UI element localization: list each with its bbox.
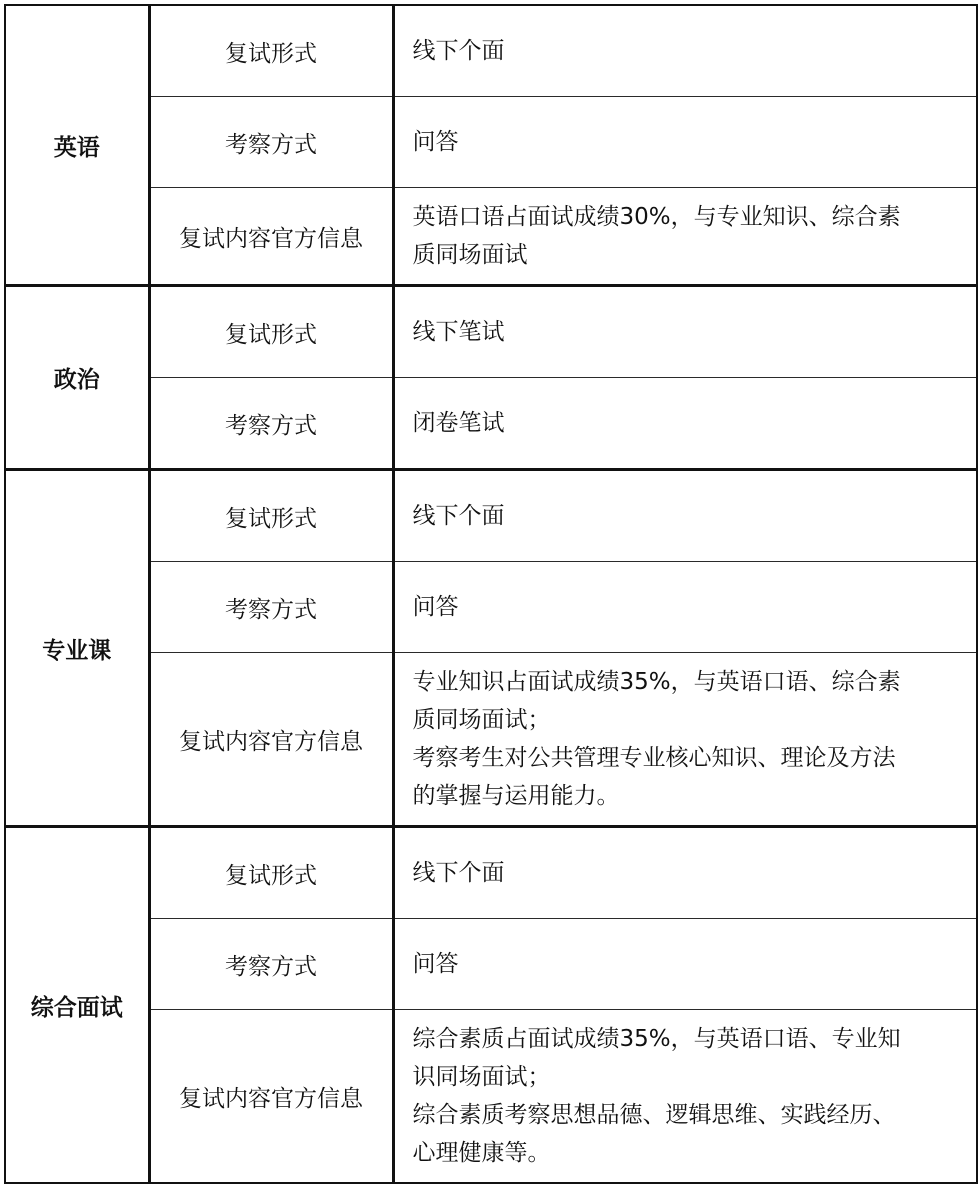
table-row [5, 919, 977, 1010]
value-line: 考察考生对公共管理专业核心知识、理论及方法 [412, 745, 896, 771]
table-row [5, 470, 977, 562]
table-row [5, 827, 977, 919]
row-label: 复试内容官方信息 [149, 653, 393, 827]
row-label: 复试形式 [149, 827, 393, 919]
table-row [5, 188, 977, 286]
value-line: 心理健康等。 [412, 1140, 551, 1166]
row-value [393, 653, 977, 827]
table-row [5, 5, 977, 97]
value-line: 综合素质考察思想品德、逻辑思维、实践经历、 [412, 1102, 896, 1128]
table-row [5, 1010, 977, 1184]
value-line: 的掌握与运用能力。 [412, 783, 620, 809]
row-label: 考察方式 [149, 378, 393, 470]
row-label: 复试形式 [149, 470, 393, 562]
table-row [5, 378, 977, 470]
category-politics: 政治 [5, 286, 149, 470]
row-label: 考察方式 [149, 919, 393, 1010]
row-value: 线下个面 [393, 827, 977, 919]
row-value: 问答 [393, 562, 977, 653]
row-value: 闭卷笔试 [393, 378, 977, 470]
row-value: 问答 [393, 919, 977, 1010]
table-row [5, 97, 977, 188]
row-label: 考察方式 [149, 97, 393, 188]
row-label: 复试内容官方信息 [149, 1010, 393, 1184]
row-value [393, 188, 977, 286]
row-value: 线下个面 [393, 470, 977, 562]
row-value [393, 1010, 977, 1184]
row-value: 线下笔试 [393, 286, 977, 378]
table-row [5, 562, 977, 653]
exam-info-table [4, 4, 978, 1184]
value-line: 专业知识占面试成绩35%，与英语口语、综合素 [412, 669, 901, 695]
row-label: 复试形式 [149, 5, 393, 97]
value-line: 识同场面试； [412, 1064, 551, 1090]
category-comprehensive-interview: 综合面试 [5, 827, 149, 1184]
value-line: 综合素质占面试成绩35%，与英语口语、专业知 [412, 1026, 901, 1052]
row-value: 问答 [393, 97, 977, 188]
value-line: 英语口语占面试成绩30%，与专业知识、综合素 [412, 204, 901, 230]
row-label: 考察方式 [149, 562, 393, 653]
row-label: 复试内容官方信息 [149, 188, 393, 286]
category-major-course: 专业课 [5, 470, 149, 827]
table-row [5, 653, 977, 827]
row-value: 线下个面 [393, 5, 977, 97]
table-row [5, 286, 977, 378]
value-line: 质同场面试 [412, 242, 528, 268]
row-label: 复试形式 [149, 286, 393, 378]
category-english: 英语 [5, 5, 149, 286]
value-line: 质同场面试； [412, 707, 551, 733]
